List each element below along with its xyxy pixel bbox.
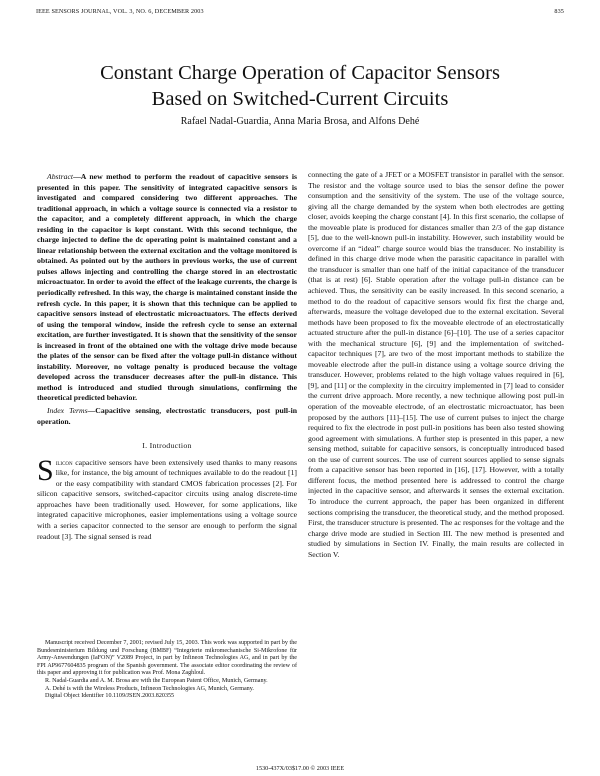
intro-paragraph [37,453,297,542]
drop-cap: S [37,453,54,487]
copyright-footer: 1530-437X/03$17.00 © 2003 IEEE [255,765,345,772]
abstract-label: Abstract [47,172,74,181]
abstract [37,172,297,404]
author-list: Rafael Nadal-Guardia, Anna Maria Brosa, and Alfons Dehé [180,116,420,127]
footnote-doi: Digital Object Identifier 10.1109/JSEN.2003.820355 [45,693,175,700]
footnote: A. Dehé is with the Wireless Products, Infineon Technologies AG, Munich, Germany. [45,685,254,692]
footnote: R. Nadal-Guardia and A. M. Brosa are with the European Patent Office, Munich, Germany. [45,677,268,684]
footnote: Manuscript received December 7, 2001; revised July 15, 2003. This work was supported in part by the Bundesministerium Bildung und Forschung (BMBF) “Integrierte mikromechanische Si-Mikrofone für Army-Anwendungen (IaFON)” V2089 Project, in part by Infineon Technologies AG, and in part by the FPI AP9677604835 program of the Spanish government. The associate editor coordinating the review of this paper and approving it for publication was Prof. Mona Zaghloul. [37,640,297,677]
index-terms-label: Index Terms [47,406,88,416]
abstract-text: —A new method to perform the readout of capacitive sensors is presented in this paper. The sensitivity of integrated capacitive sensors is investigated and compared considering two different approaches. The traditional approach, in which a voltage source is connected via a resistor to the capacitor, and a completely different approach, in which the charge residing in the capacitor is kept constant. With this second technique, the charge injected to define the dc operating point is maintained constant and a linear relationship between the external excitation and the voltage monitored is obtained. As pointed out by the authors in previous works, the use of current pulses allows injecting and controlling the charge stored in an electrostatic microactuator. In order to avoid the effect of the leakage currents, the charge is periodically refreshed. In this way, the charge is maintained constant inside the refresh cycle. In this paper, it is shown that this technique can be applied to capacitive sensors instead of electrostatic microactuators. The effects derived of using the temporal window, inside the refresh cycle to sense an external excitation, are further investigated. It is shown that the sensitivity of the sensor is increased in front of the obtained one with the voltage drive mode because the plates of the sensor can be fixed after the voltage pull-in distance without instability. Moreover, no voltage penalty is produced because the voltage developed across the transducer decreases after the pull-in distance. This method is introduced and studied through simulations, confirming the theoretical predicted behavior. [37,172,297,403]
footnotes [37,640,297,701]
body-paragraph: connecting the gate of a JFET or a MOSFET transistor in parallel with the sensor. The resistor and the voltage source used to bias the sensor define the power consumption and the sensitivity of the system. The use of the voltage source, giving all the charge demanded by the system when both electrodes are getting closer, avoids keeping the charge constant [4]. In this first scenario, the collapse of the moveable plate is produced for distances smaller than 2/3 of the gap distance [5], due to the well-known pull-in instability. However, such instability would be overcome if an “ideal” charge source would bias the transducer. No instability is defined in this charge drive mode when the parasitic capacitance in parallel with the transducer is smaller than one half of the initial capacitance of the transducer (that is at rest) [6]. Stable operation after the voltage pull-in distance can be achieved. Thus, the sensitivity can be easily increased. In this second scenario, a method to do the readout of capacitive sensors would fix first the charge and, afterwards, measure the voltage developed due to the external excitation. Several methods have been proposed to fix the moveable electrode of an electrostatically actuated structure after the pull-in distance [6]–[10]. The use of a series capacitor with the mechanical structure [6], [9] and the implementation of switched-capacitor techniques [7], are two of the most important methods to stabilize the moveable electrode after the pull-in distance using a voltage source driving the transducer. However, problems related to the high voltage values required in [6], [9], and [11] or the complexity in the circuitry implemented in [7] lead to consider the current drive approach. More recently, a new technique allowing post pull-in operation of the moveable electrode, of an electrostatic microactuator, has been proposed by the authors [11]–[15]. The use of current pulses to inject the charge required to fix the electrode in post pull-in positions has been also tested showing good agreement with simulations. A further step is presented in this paper, a new sensing method, suitable for capacitive sensors, is conceptually introduced based on the use of current sources. The use of current sources applied to sense signals from a capacitive sensor has been reported in [16], [17]. However, with a totally different focus, the method presented here is addressed to control the charge injected in the capacitive sensor, and afterwards it senses the external excitation. To introduce the current approach, the paper has been organized in different sections comprising the transducer, the theoretical study, and the method proposed. First, the transducer structure is presented. The ac responses for the voltage and the charge drive mode are studied in Section III. The new method is presented and studied by simulations in Section IV. Finally, the main results are collected in Section V. [308,170,564,559]
intro-text: capacitive sensors have been extensively used thanks to many reasons like, for instance, the big amount of techniques available to do the readout [1] or the easy compatibility with standard CMOS fabrication processes [2]. For silicon capacitive sensors, switched-capacitor circuits using analog discrete-time approaches have been traditionally used. However, for some applications, like integrated capacitive microphones, easier implementations using a voltage source with a series capacitor connected to the sensor are enough to perform the signal readout [3]. The signal sensed is read [37,457,297,541]
intro-first-word: ilicon [55,457,73,467]
title-line-2: Based on Switched-Current Circuits [151,88,449,110]
page-number: 835 [554,8,564,15]
section-heading: I. Introduction [142,441,192,451]
paper-title [0,60,600,112]
right-column [308,170,564,560]
index-terms-text: —Capacitive sensing, electrostatic transducers, post pull-in operation. [37,406,297,426]
left-column [37,172,297,542]
index-terms [37,406,297,427]
running-header: IEEE SENSORS JOURNAL, VOL. 3, NO. 6, DECEMBER 2003 [36,8,204,15]
title-line-1: Constant Charge Operation of Capacitor Sensors [100,62,500,84]
